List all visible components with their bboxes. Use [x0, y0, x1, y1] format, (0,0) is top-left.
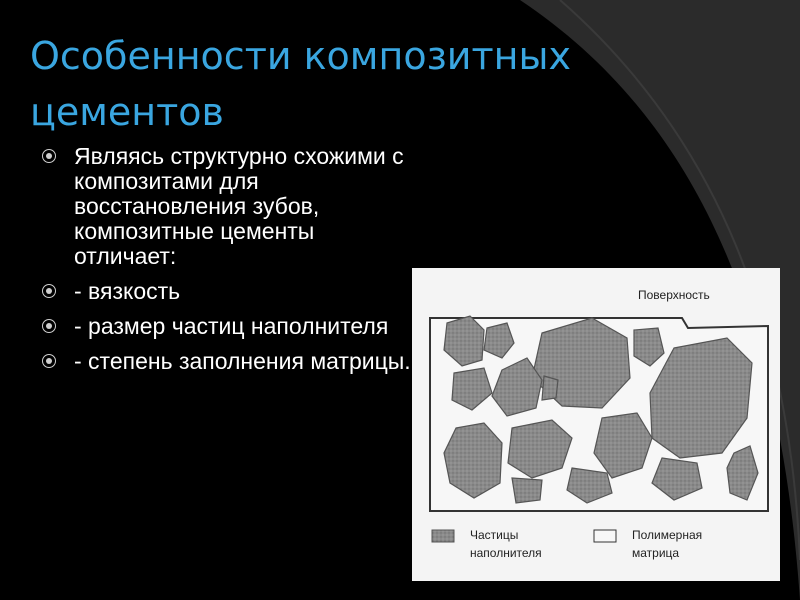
composite-structure-figure: [412, 268, 780, 581]
structure-diagram: [412, 268, 780, 581]
bullet-text: - вязкость: [74, 278, 181, 304]
bullet-text: Являясь структурно схожими с композитами для восстановления зубов, композитные цементы отличает:: [74, 143, 404, 269]
slide-title: Особенности композитных цементов: [30, 34, 571, 134]
filler-particle: [542, 376, 558, 400]
circle-bullet-icon: [42, 149, 56, 163]
bullet-text: - степень заполнения матрицы.: [74, 348, 411, 374]
legend-filler-line2: наполнителя: [470, 546, 542, 560]
bullet-list: [40, 144, 420, 384]
circle-bullet-icon: [42, 284, 56, 298]
legend-matrix-line1: Полимерная: [632, 528, 703, 542]
bullet-item: [40, 349, 420, 374]
circle-bullet-icon: [42, 319, 56, 333]
circle-bullet-icon: [42, 354, 56, 368]
bullet-item: [40, 314, 420, 339]
filler-particle: [512, 478, 542, 503]
surface-label: Поверхность: [638, 288, 710, 302]
legend-swatch-matrix: [594, 530, 616, 542]
bullet-item: [40, 144, 420, 269]
legend-filler-line1: Частицы: [470, 528, 519, 542]
legend-matrix-line2: матрица: [632, 546, 680, 560]
bullet-item: [40, 279, 420, 304]
bullet-text: - размер частиц наполнителя: [74, 313, 389, 339]
legend-swatch-filler: [432, 530, 454, 542]
